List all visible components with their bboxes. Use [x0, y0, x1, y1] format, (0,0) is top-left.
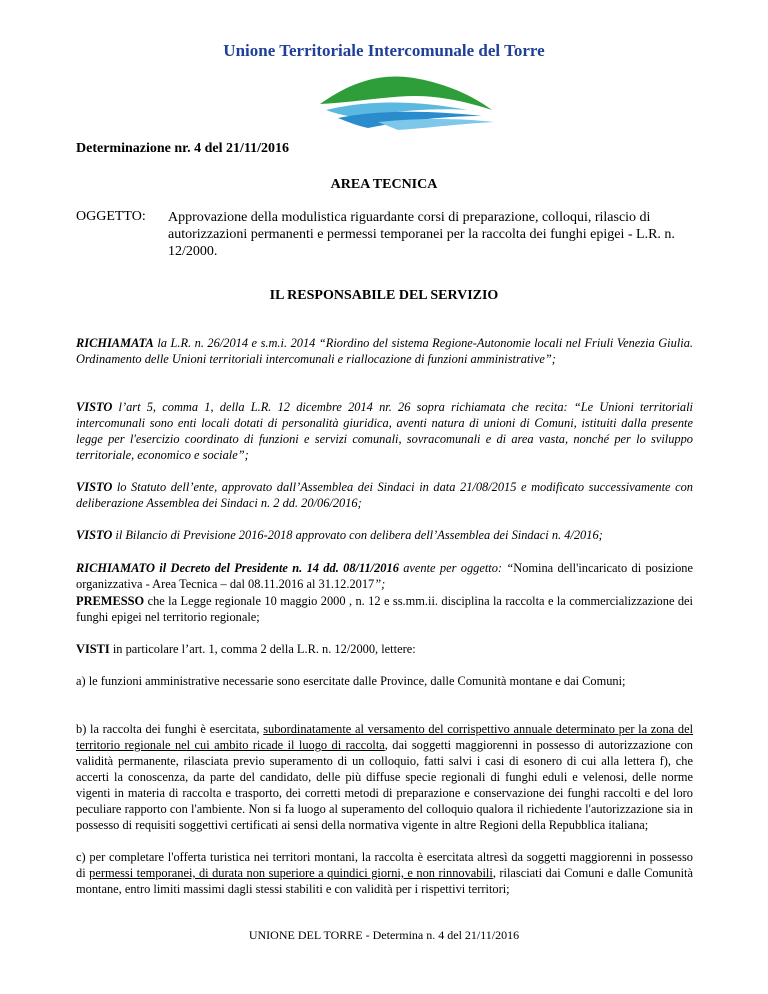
paragraph-text: ”; — [374, 577, 386, 591]
paragraph-lead: VISTO — [76, 400, 113, 414]
paragraph-text: , dai soggetti maggiorenni in possesso di autorizzazione con validità permanente, rilasciata previo superamento di un colloquio, fatti salvi i casi di esonero di cui alla lettera f), che accerti la conoscenza, da parte del candidato, delle più diffuse specie regionali di funghi eduli e velenosi, delle norme vigenti in materia di raccolta e trasporto, dei corretti metodi di preparazione e conservazione dei funghi raccolti e del loro peculiare rapporto con l'ambiente. Non si fa luogo al superamento del colloquio qualora il richiedente l'autorizzazione sia in possesso di requisiti soggettivi certificati ai sensi della normativa vigente in altre Regioni della Repubblica italiana; — [76, 738, 693, 832]
paragraph-richiamata — [76, 335, 693, 367]
paragraph-lead: VISTO — [76, 528, 113, 542]
page-footer: UNIONE DEL TORRE - Determina n. 4 del 21/11/2016 — [248, 928, 520, 942]
paragraph-letter-b — [76, 721, 693, 833]
paragraph-premesso — [76, 593, 693, 625]
paragraph-visto-bilancio — [76, 527, 693, 543]
paragraph-text: in particolare l’art. 1, comma 2 della L.R. n. 12/2000, lettere: — [109, 642, 416, 656]
paragraph-text: a) le funzioni amministrative necessarie sono esercitate dalle Province, dalle Comunità montane e dai Comuni; — [76, 674, 626, 688]
paragraph-text: la L.R. n. 26/2014 e s.m.i. 2014 “Riordino del sistema Regione-Autonomie locali nel Friuli Venezia Giulia. Ordinamento delle Unioni territoriali intercomunali e riallocazione di funzioni amministrative”; — [76, 336, 693, 366]
paragraph-text: lo Statuto dell’ente, approvato dall’Assemblea dei Sindaci in data 21/08/2015 e modificato successivamente con deliberazione Assemblea dei Sindaci n. 2 dd. 20/06/2016; — [76, 480, 693, 510]
paragraph-visto-art5 — [76, 399, 693, 463]
paragraph-lead: RICHIAMATA — [76, 336, 154, 350]
paragraph-visto-statuto — [76, 479, 693, 511]
paragraph-lead: VISTI — [76, 642, 110, 656]
underlined-text: permessi temporanei, di durata non superiore a quindici giorni, e non rinnovabili — [89, 866, 493, 880]
paragraph-text: b) la raccolta dei funghi è esercitata, — [76, 722, 264, 736]
paragraph-richiamato-decreto — [76, 560, 693, 592]
paragraph-letter-c — [76, 849, 693, 897]
responsabile-heading: IL RESPONSABILE DEL SERVIZIO — [269, 288, 499, 303]
oggetto-label: OGGETTO: — [76, 209, 146, 224]
underlined-text: subordinatamente al versamento del corrispettivo annuale determinato per la zona del territorio regionale nel cui ambito ricade il luogo di raccolta — [76, 722, 694, 752]
paragraph-text: Nomina dell'incaricato di posizione organizzativa - Area Tecnica – dal 08.11.2016 al 31.12.2017 — [76, 561, 693, 591]
paragraph-text: che la Legge regionale 10 maggio 2000 , n. 12 e ss.mm.ii. disciplina la raccolta e la commercializzazione dei funghi epigei nel territorio regionale; — [76, 594, 693, 624]
paragraph-letter-a — [76, 673, 693, 689]
organization-title: Unione Territoriale Intercomunale del Torre — [223, 41, 545, 60]
paragraph-lead: RICHIAMATO il Decreto del Presidente n. 14 dd. 08/11/2016 — [76, 561, 399, 575]
oggetto-text: Approvazione della modulistica riguardante corsi di preparazione, colloqui, rilascio di autorizzazioni permanenti e permessi temporanei per la raccolta dei funghi epigei - L.R. n. 12/2000. — [168, 210, 675, 259]
logo-icon — [318, 74, 494, 130]
paragraph-text: l’art 5, comma 1, della L.R. 12 dicembre 2014 nr. 26 sopra richiamata che recita: “Le Unioni territoriali intercomunali sono enti locali dotati di personalità giuridica, aventi natura di unioni di Comuni, istituiti dalla presente legge per l'esercizio coordinato di funzioni e servizi comunali, sovracomunali e di area vasta, nonché per lo sviluppo territoriale, economico e sociale”; — [76, 400, 693, 462]
paragraph-text: , rilasciati dai Comuni e dalle Comunità montane, entro limiti massimi dagli stessi stabiliti e con validità per i rispettivi territori; — [76, 866, 693, 896]
paragraph-text: c) per completare l'offerta turistica nei territori montani, la raccolta è esercitata altresì da soggetti maggiorenni in possesso di — [76, 850, 693, 880]
paragraph-text: il Bilancio di Previsione 2016-2018 approvato con delibera dell’Assemblea dei Sindaci n. 4/2016; — [112, 528, 603, 542]
paragraph-lead: PREMESSO — [76, 594, 145, 608]
determination-number: Determinazione nr. 4 del 21/11/2016 — [76, 141, 289, 156]
area-heading: AREA TECNICA — [330, 177, 438, 192]
paragraph-visti — [76, 641, 693, 657]
paragraph-text: avente per oggetto: “ — [398, 561, 514, 575]
paragraph-lead: VISTO — [76, 480, 113, 494]
